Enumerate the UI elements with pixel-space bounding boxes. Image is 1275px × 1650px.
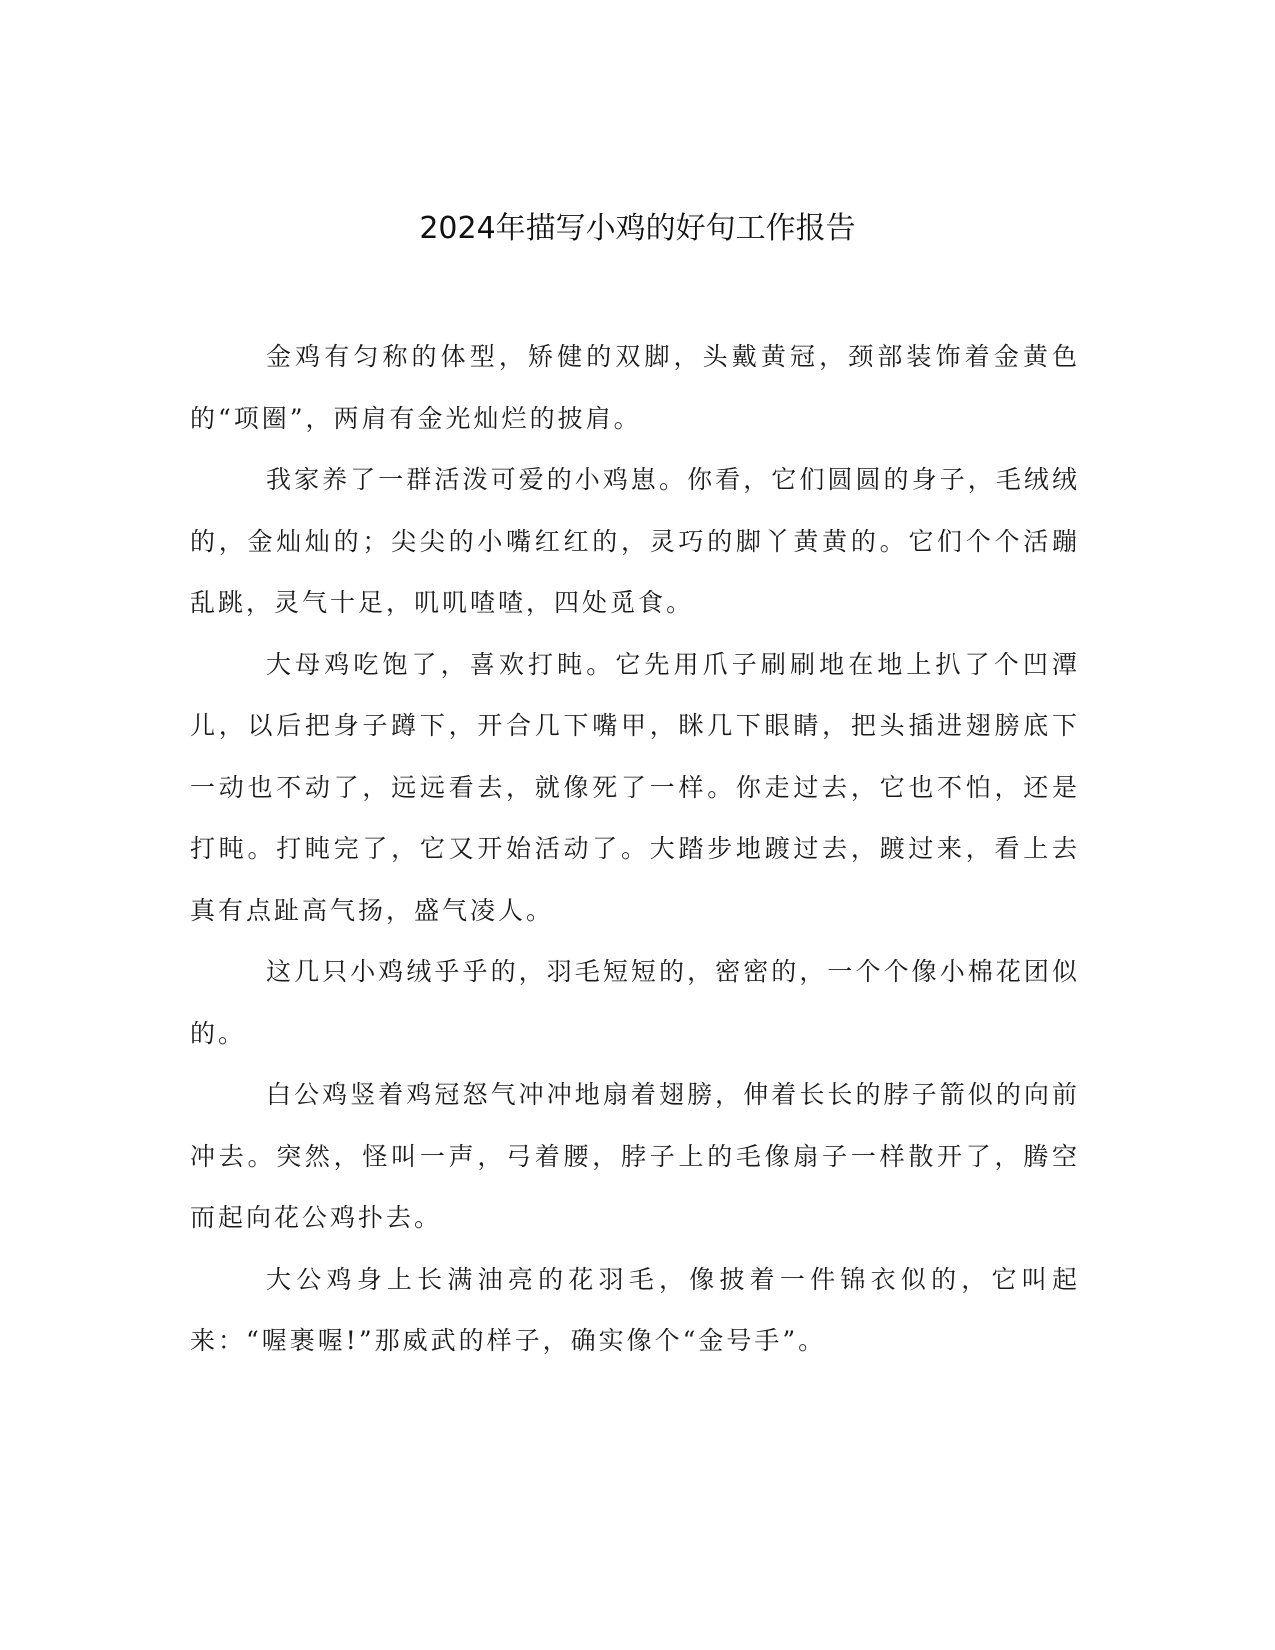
paragraph-white-rooster: 白公鸡竖着鸡冠怒气冲冲地扇着翅膀，伸着长长的脖子箭似的向前冲去。突然，怪叫一声，弓着腰，脖子上的毛像扇子一样散开了，腾空而起向花公鸡扑去。	[190, 1080, 1080, 1232]
document-title: 2024年描写小鸡的好句工作报告	[419, 211, 856, 246]
paragraph-big-rooster: 大公鸡身上长满油亮的花羽毛，像披着一件锦衣似的，它叫起来：“喔裹喔!”那威武的样子，确实像个“金号手”。	[190, 1264, 1080, 1355]
paragraph-chicks-family: 我家养了一群活泼可爱的小鸡崽。你看，它们圆圆的身子，毛绒绒的，金灿灿的；尖尖的小嘴红红的，灵巧的脚丫黄黄的。它们个个活蹦乱跳，灵气十足，叽叽喳喳，四处觅食。	[190, 465, 1080, 617]
paragraph-mother-hen: 大母鸡吃饱了，喜欢打盹。它先用爪子刷刷地在地上扒了个凹潭儿，以后把身子蹲下，开合几下嘴甲，眯几下眼睛，把头插进翅膀底下一动也不动了，远远看去，就像死了一样。你走过去，它也不怕，还是打盹。打盹完了，它又开始活动了。大踏步地踱过去，踱过来，看上去真有点趾高气扬，盛气凌人。	[190, 649, 1080, 925]
paragraph-golden-rooster: 金鸡有匀称的体型，矫健的双脚，头戴黄冠，颈部装饰着金黄色的“项圈”，两肩有金光灿烂的披肩。	[190, 342, 1080, 433]
document-body	[190, 326, 1080, 1372]
paragraph-fluffy-chicks: 这几只小鸡绒乎乎的，羽毛短短的，密密的，一个个像小棉花团似的。	[190, 957, 1080, 1048]
